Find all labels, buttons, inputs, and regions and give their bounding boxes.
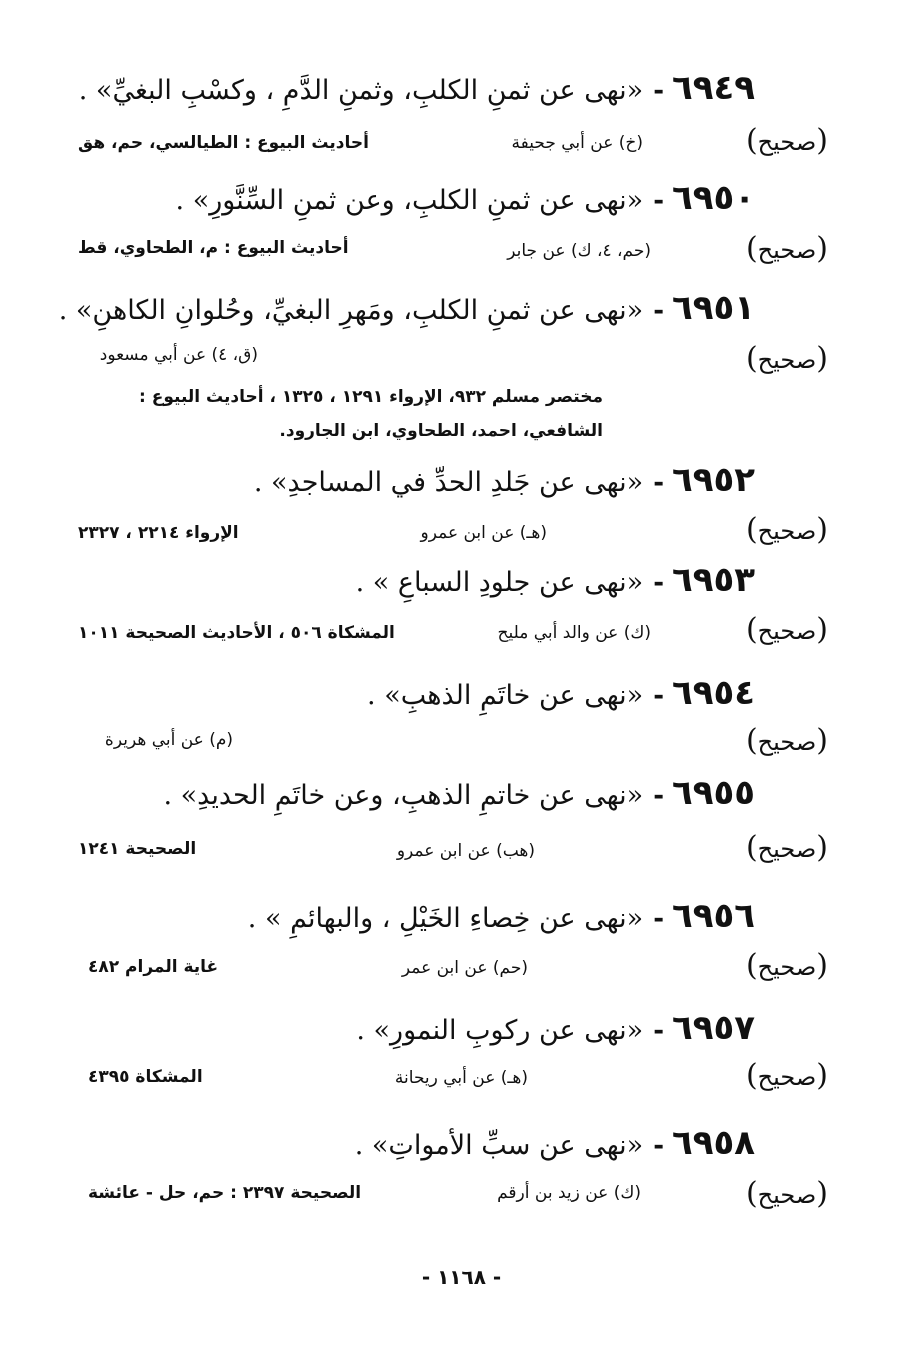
hadith-reference: غاية المرام ٤٨٢	[88, 957, 219, 977]
grade-label: (صحيح)	[745, 123, 828, 158]
hadith-source: (حم) عن ابن عمر	[401, 958, 528, 978]
hadith-reference: أحاديث البيوع : الطيالسي، حم، هق	[78, 133, 369, 153]
hadith-text-line	[176, 180, 755, 219]
hadith-reference: أحاديث البيوع : م، الطحاوي، قط	[78, 238, 349, 258]
hadith-text-line	[254, 462, 755, 501]
hadith-text: «نهى عن ثمنِ الكلبِ، وعن ثمنِ السِّنَّورِ» .	[175, 185, 644, 216]
hadith-text-line	[248, 898, 755, 937]
hadith-dash: -	[653, 1131, 664, 1161]
hadith-dash: -	[653, 904, 664, 934]
grade-text: صحيح	[757, 953, 817, 981]
grade-label: (صحيح)	[745, 1058, 828, 1093]
hadith-number: ٦٩٥٥	[671, 773, 755, 813]
hadith-dash: -	[653, 468, 664, 498]
grade-text: صحيح	[757, 517, 817, 545]
hadith-text: «نهى عن جلودِ السباعِ » .	[355, 567, 644, 598]
grade-text: صحيح	[757, 835, 817, 863]
hadith-text: «نهى عن سبِّ الأمواتِ» .	[354, 1130, 644, 1161]
grade-text: صحيح	[757, 617, 817, 645]
hadith-dash: -	[653, 1016, 664, 1046]
hadith-source: (م) عن أبي هريرة	[104, 730, 233, 750]
hadith-number: ٦٩٥٨	[671, 1123, 755, 1163]
hadith-reference: الصحيحة ٢٣٩٧ : حم، حل - عائشة	[88, 1183, 362, 1203]
hadith-dash: -	[653, 186, 664, 216]
hadith-text-line	[356, 562, 755, 601]
hadith-number: ٦٩٥٢	[671, 460, 755, 500]
hadith-text: «نهى عن ثمنِ الكلبِ، وثمنِ الدَّمِ ، وكسْبِ البغيِّ» .	[78, 75, 644, 106]
hadith-number: ٦٩٥٤	[671, 673, 755, 713]
hadith-source: (حم، ٤، ك) عن جابر	[507, 241, 651, 261]
hadith-source: (هب) عن ابن عمرو	[396, 841, 535, 861]
hadith-reference-line: مختصر مسلم ٩٣٢، الإرواء ١٢٩١ ، ١٣٢٥ ، أحاديث البيوع :	[139, 387, 603, 407]
hadith-dash: -	[653, 568, 664, 598]
hadith-reference: المشكاة ٤٣٩٥	[88, 1067, 203, 1087]
hadith-dash: -	[653, 681, 664, 711]
grade-label: (صحيح)	[745, 1176, 828, 1211]
grade-label: (صحيح)	[745, 612, 828, 647]
hadith-number: ٦٩٥١	[671, 288, 755, 328]
hadith-dash: -	[653, 76, 664, 106]
hadith-reference-block	[63, 380, 603, 448]
hadith-number: ٦٩٥٧	[671, 1008, 755, 1048]
hadith-number: ٦٩٤٩	[671, 68, 755, 108]
hadith-reference: الإرواء ٢٢١٤ ، ٢٣٢٧	[78, 523, 239, 543]
hadith-text-line	[367, 675, 755, 714]
grade-text: صحيح	[757, 1063, 817, 1091]
grade-label: (صحيح)	[745, 830, 828, 865]
hadith-dash: -	[653, 781, 664, 811]
page-number: - ١١٦٨ -	[421, 1265, 502, 1289]
hadith-reference: المشكاة ٥٠٦ ، الأحاديث الصحيحة ١٠١١	[78, 623, 395, 643]
hadith-text: «نهى عن ركوبِ النمورِ» .	[356, 1015, 644, 1046]
hadith-source: (ك) عن زيد بن أرقم	[497, 1183, 641, 1203]
grade-text: صحيح	[757, 728, 817, 756]
hadith-text: «نهى عن خاتمِ الذهبِ، وعن خاتَمِ الحديدِ» .	[163, 780, 644, 811]
hadith-source: (هـ) عن أبي ريحانة	[394, 1068, 528, 1088]
hadith-number: ٦٩٥٠	[671, 178, 755, 218]
grade-text: صحيح	[757, 1181, 817, 1209]
hadith-source: (ك) عن والد أبي مليح	[497, 623, 651, 643]
hadith-text: «نهى عن خاتَمِ الذهبِ» .	[367, 680, 644, 711]
hadith-text-line	[79, 70, 755, 109]
hadith-text-line	[356, 1010, 755, 1049]
hadith-number: ٦٩٥٦	[671, 896, 755, 936]
grade-label: (صحيح)	[745, 723, 828, 758]
hadith-source: (هـ) عن ابن عمرو	[420, 523, 547, 543]
hadith-text-line	[163, 775, 755, 814]
grade-label: (صحيح)	[745, 948, 828, 983]
hadith-reference-line: الشافعي، احمد، الطحاوي، ابن الجارود.	[279, 421, 603, 441]
grade-text: صحيح	[757, 236, 817, 264]
hadith-text: «نهى عن ثمنِ الكلبِ، ومَهرِ البغيِّ، وحُلوانِ الكاهنِ» .	[58, 295, 644, 326]
hadith-text-line	[355, 1125, 755, 1164]
grade-text: صحيح	[757, 346, 817, 374]
grade-label: (صحيح)	[745, 341, 828, 376]
hadith-dash: -	[653, 296, 664, 326]
hadith-source: (خ) عن أبي جحيفة	[511, 133, 643, 153]
hadith-number: ٦٩٥٣	[671, 560, 755, 600]
hadith-source: (ق، ٤) عن أبي مسعود	[99, 345, 258, 365]
hadith-text: «نهى عن جَلدِ الحدِّ في المساجدِ» .	[253, 467, 644, 498]
grade-label: (صحيح)	[745, 512, 828, 547]
hadith-text: «نهى عن خِصاءِ الخَيْلِ ، والبهائمِ » .	[247, 903, 644, 934]
hadith-text-line	[59, 290, 755, 329]
grade-text: صحيح	[757, 128, 817, 156]
hadith-reference: الصحيحة ١٢٤١	[78, 839, 197, 859]
grade-label: (صحيح)	[745, 231, 828, 266]
